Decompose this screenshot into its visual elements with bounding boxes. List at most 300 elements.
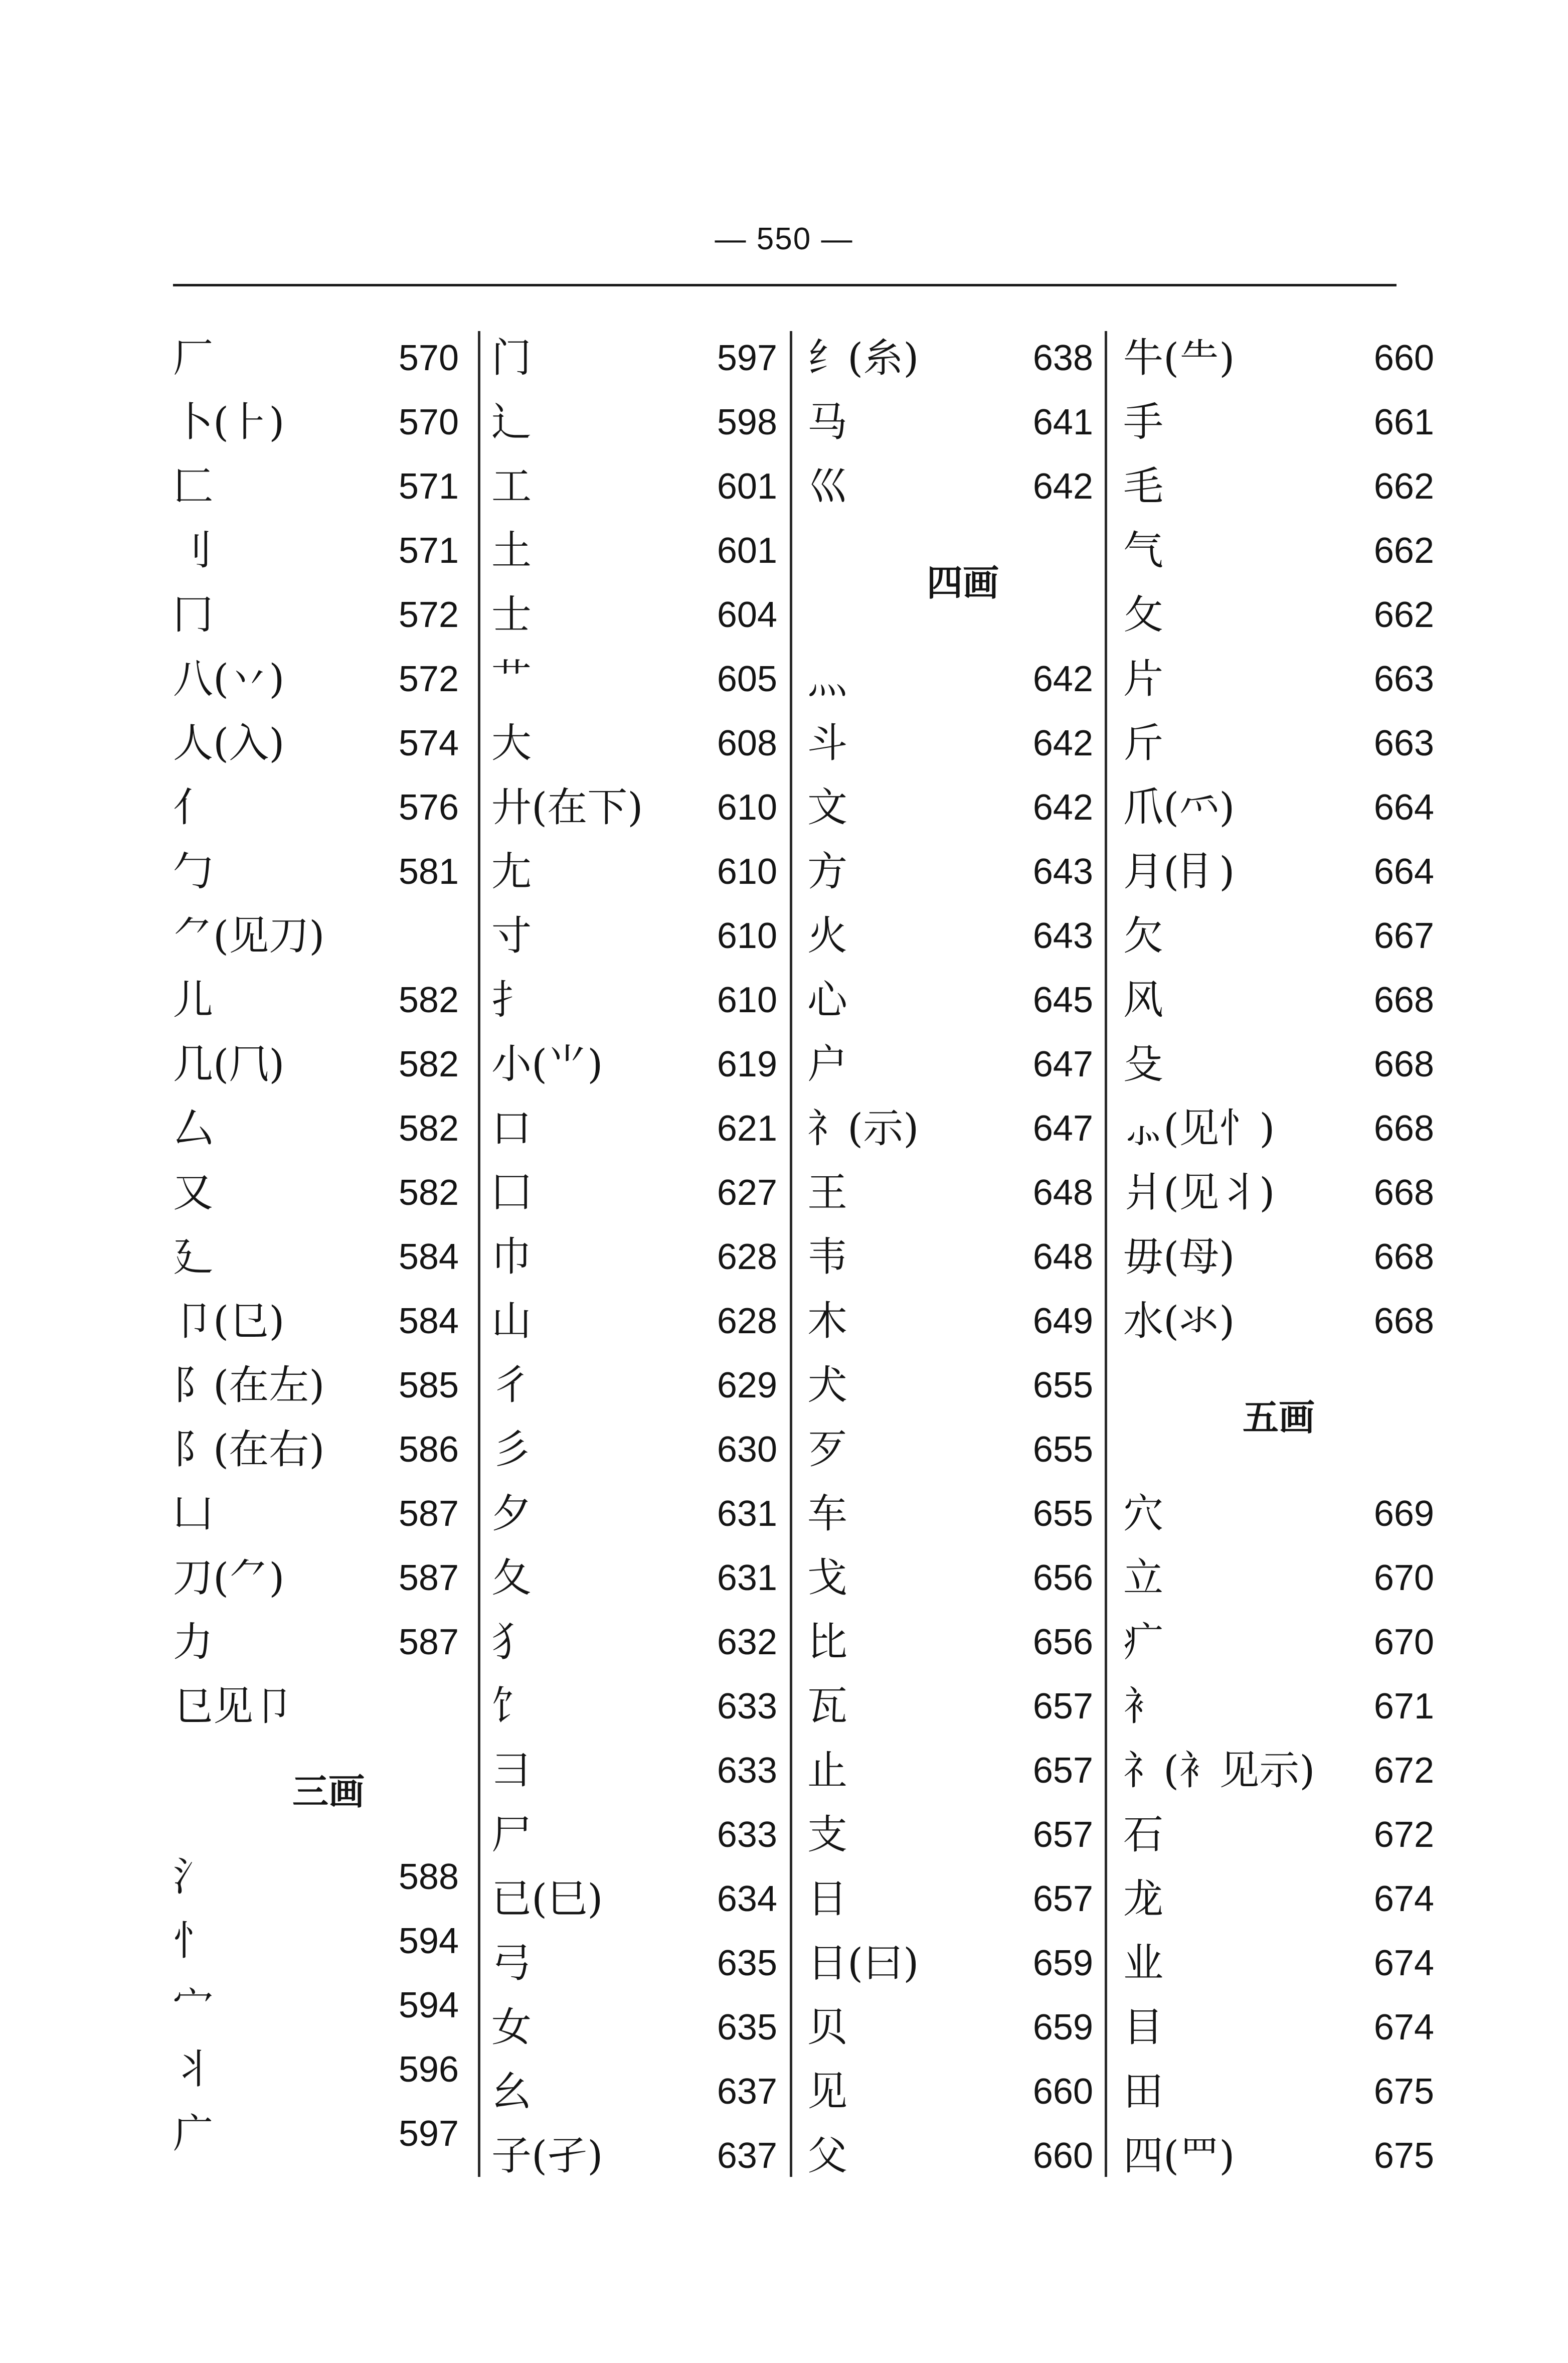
index-entry: [1123, 1867, 1434, 1931]
page-reference: 660: [1032, 2136, 1093, 2176]
index-entry: [1123, 904, 1434, 968]
radical-label: 犭: [491, 1619, 532, 1665]
page-reference: 582: [398, 1109, 459, 1149]
index-entry: [807, 326, 1118, 390]
index-entry: [1123, 1289, 1434, 1353]
radical-label: 日(曰): [807, 1940, 919, 1986]
index-entry: [491, 1482, 802, 1546]
index-entry: [173, 1161, 484, 1225]
page-reference: 662: [1373, 466, 1434, 507]
index-entry: [491, 454, 802, 519]
radical-label: 片: [1123, 656, 1163, 702]
radical-label: 忄: [173, 1918, 213, 1964]
index-entry: [173, 1417, 484, 1482]
page-reference: 585: [398, 1365, 459, 1405]
radical-label: 厂: [173, 335, 213, 381]
radical-label: 彐: [491, 1747, 532, 1794]
radical-label: 石: [1123, 1811, 1163, 1858]
radical-label: 比: [807, 1619, 847, 1665]
radical-label: 丬: [173, 2046, 213, 2093]
index-entry: [1123, 1995, 1434, 2060]
radical-label: 彡: [491, 1426, 532, 1473]
index-entry: [807, 840, 1118, 904]
radical-label: 巛: [807, 463, 847, 510]
radical-label: 廾(在下): [491, 784, 643, 831]
page-reference: 584: [398, 1301, 459, 1341]
page-reference: 571: [398, 466, 459, 507]
index-entry: [491, 775, 802, 840]
index-entry: [807, 1674, 1118, 1739]
index-entry: [491, 1674, 802, 1739]
radical-label: 穴: [1123, 1490, 1163, 1537]
radical-label: 弓: [491, 1940, 532, 1986]
page-reference: 642: [1032, 723, 1093, 763]
index-entry: [807, 1739, 1118, 1803]
radical-label: 爿(见丬): [1123, 1169, 1275, 1216]
stroke-count-heading: 三画: [292, 1771, 365, 1813]
radical-label: 匚: [173, 463, 213, 510]
page-reference: 627: [717, 1173, 777, 1213]
radical-label: 厶: [173, 1105, 213, 1152]
index-entry: [807, 2060, 1118, 2124]
index-entry: [807, 647, 1118, 711]
index-entry: [491, 1096, 802, 1161]
index-entry: [491, 1546, 802, 1610]
radical-label: 凵: [173, 1490, 213, 1537]
radical-label: 牛(⺧): [1123, 335, 1235, 381]
page-reference: 633: [717, 1815, 777, 1855]
radical-label: 攵: [1123, 591, 1163, 638]
page-reference: 668: [1373, 1109, 1434, 1149]
index-entry: [1123, 390, 1434, 454]
page-reference: 635: [717, 1943, 777, 1983]
index-entry: [491, 1610, 802, 1674]
index-entry: [491, 1225, 802, 1289]
index-column-3: [807, 326, 1118, 2188]
page-reference: 572: [398, 595, 459, 635]
page-reference: 675: [1373, 2072, 1434, 2112]
radical-label: 爪(⺤): [1123, 784, 1235, 831]
index-entry: [1123, 1096, 1434, 1161]
page-reference: 635: [717, 2007, 777, 2047]
page-reference: 610: [717, 916, 777, 956]
page-reference: 604: [717, 595, 777, 635]
radical-label: 斤: [1123, 720, 1163, 766]
page-reference: 643: [1032, 852, 1093, 892]
index-entry: [1123, 968, 1434, 1032]
radical-label: 卩(㔾): [173, 1298, 285, 1344]
page-reference: 629: [717, 1365, 777, 1405]
page-reference: 659: [1032, 2007, 1093, 2047]
radical-label: 水(氺): [1123, 1298, 1235, 1344]
index-column-2: [491, 326, 802, 2188]
radical-label: 阝(在右): [173, 1426, 325, 1473]
radical-label: 艹: [491, 656, 532, 702]
page-reference: 656: [1032, 1622, 1093, 1662]
radical-label: 又: [173, 1169, 213, 1216]
radical-label: 业: [1123, 1940, 1163, 1986]
page-reference: 601: [717, 531, 777, 571]
radical-label: 刀(⺈): [173, 1554, 285, 1601]
page-reference: 587: [398, 1558, 459, 1598]
radical-label: 韦: [807, 1233, 847, 1280]
page-reference: 643: [1032, 916, 1093, 956]
header-rule: [173, 284, 1397, 286]
page-reference: 655: [1032, 1430, 1093, 1470]
page-reference: 670: [1373, 1558, 1434, 1598]
radical-label: 土: [491, 527, 532, 574]
index-entry: [807, 711, 1118, 775]
index-entry: [807, 968, 1118, 1032]
radical-label: 氵: [173, 1853, 213, 1900]
page-reference: 663: [1373, 723, 1434, 763]
radical-label: 小(⺌): [491, 1041, 603, 1087]
page-reference: 674: [1373, 1879, 1434, 1919]
page-reference: 647: [1032, 1109, 1093, 1149]
radical-label: 幺: [491, 2068, 532, 2115]
page-reference: 672: [1373, 1751, 1434, 1791]
index-column-4: [1123, 326, 1434, 2188]
page-reference: 597: [398, 2114, 459, 2154]
radical-label: 已(巳): [491, 1875, 603, 1922]
page-reference: 619: [717, 1044, 777, 1084]
index-entry: [807, 1225, 1118, 1289]
radical-label: 犬: [807, 1362, 847, 1408]
page-reference: 669: [1373, 1494, 1434, 1534]
page-reference: 633: [717, 1686, 777, 1726]
page-reference: 597: [717, 338, 777, 378]
radical-label: 勹: [173, 848, 213, 895]
page-reference: 605: [717, 659, 777, 699]
index-entry: [807, 1482, 1118, 1546]
page-reference: 642: [1032, 659, 1093, 699]
index-entry: [491, 968, 802, 1032]
page-reference: 576: [398, 787, 459, 828]
stroke-count-heading: 五画: [1242, 1396, 1315, 1439]
index-entry: [173, 968, 484, 1032]
page-reference: 631: [717, 1558, 777, 1598]
radical-label: 尢: [491, 848, 532, 895]
page-reference: 610: [717, 787, 777, 828]
index-entry: [807, 1417, 1118, 1482]
radical-label: 力: [173, 1619, 213, 1665]
index-entry: [173, 1482, 484, 1546]
index-entry: [173, 2037, 484, 2102]
radical-label: 心: [807, 977, 847, 1023]
index-entry: [173, 454, 484, 519]
page-reference: 582: [398, 1173, 459, 1213]
page-reference: 587: [398, 1494, 459, 1534]
page-reference: 642: [1032, 466, 1093, 507]
page-reference: 641: [1032, 402, 1093, 442]
page-reference: 631: [717, 1494, 777, 1534]
page-reference: 637: [717, 2072, 777, 2112]
page-reference: 572: [398, 659, 459, 699]
index-entry: [807, 2124, 1118, 2188]
index-entry: [807, 775, 1118, 840]
page-reference: 656: [1032, 1558, 1093, 1598]
page-reference: 668: [1373, 1237, 1434, 1277]
index-entry: [491, 583, 802, 647]
index-entry: [1123, 1610, 1434, 1674]
radical-label: 木: [807, 1298, 847, 1344]
index-entry: [491, 390, 802, 454]
page-reference: 664: [1373, 787, 1434, 828]
index-entry: [491, 1353, 802, 1417]
page-reference: 660: [1032, 2072, 1093, 2112]
radical-label: 礻(示): [807, 1105, 919, 1152]
page-reference: 672: [1373, 1815, 1434, 1855]
page-reference: 668: [1373, 980, 1434, 1020]
index-entry: [1123, 1931, 1434, 1995]
radical-label: 寸: [491, 912, 532, 959]
page-reference: 655: [1032, 1494, 1093, 1534]
page-reference: 661: [1373, 402, 1434, 442]
page-reference: 634: [717, 1879, 777, 1919]
page-reference: 657: [1032, 1751, 1093, 1791]
radical-label: 马: [807, 399, 847, 445]
index-entry: [1123, 647, 1434, 711]
index-entry: [1123, 454, 1434, 519]
index-entry: [1123, 326, 1434, 390]
page-reference: 637: [717, 2136, 777, 2176]
radical-label: 衤: [1123, 1683, 1163, 1729]
page-reference: 628: [717, 1237, 777, 1277]
index-entry: [1123, 1803, 1434, 1867]
index-entry: [173, 1909, 484, 1973]
index-entry: [1123, 1739, 1434, 1803]
page-reference: 571: [398, 531, 459, 571]
page-reference: 657: [1032, 1686, 1093, 1726]
index-entry: [173, 326, 484, 390]
radical-label: 手: [1123, 399, 1163, 445]
radical-label: 人(入): [173, 720, 285, 766]
radical-label: 门: [491, 335, 532, 381]
index-entry: [491, 1995, 802, 2060]
page-reference: 596: [398, 2050, 459, 2090]
index-entry: [491, 904, 802, 968]
page-reference: 645: [1032, 980, 1093, 1020]
index-entry: [1123, 711, 1434, 775]
radical-label: 山: [491, 1298, 532, 1344]
index-entry: [491, 1931, 802, 1995]
radical-label: 子(孑): [491, 2132, 603, 2179]
radical-label: 灬: [807, 656, 847, 702]
page-reference: 674: [1373, 1943, 1434, 1983]
radical-label: 卜(⺊): [173, 399, 285, 445]
radical-label: 火: [807, 912, 847, 959]
page-reference: 570: [398, 402, 459, 442]
page-reference: 582: [398, 1044, 459, 1084]
page-reference: 668: [1373, 1173, 1434, 1213]
index-entry: [173, 2102, 484, 2166]
page-reference: 662: [1373, 595, 1434, 635]
page-reference: 663: [1373, 659, 1434, 699]
radical-label: 阝(在左): [173, 1362, 325, 1408]
index-entry: [491, 1417, 802, 1482]
index-entry: [1123, 1225, 1434, 1289]
radical-label: 户: [807, 1041, 847, 1087]
page-reference: 668: [1373, 1044, 1434, 1084]
index-entry: [491, 2124, 802, 2188]
index-entry: [173, 1973, 484, 2037]
index-entry: [173, 775, 484, 840]
radical-label: 文: [807, 784, 847, 831]
index-entry: [173, 1546, 484, 1610]
radical-label: 刂: [173, 527, 213, 574]
index-entry: [173, 1845, 484, 1909]
index-entry: [807, 1931, 1118, 1995]
radical-label: 毋(母): [1123, 1233, 1235, 1280]
index-column-1: [173, 326, 484, 2166]
page-reference: 584: [398, 1237, 459, 1277]
index-entry: [807, 1803, 1118, 1867]
page-reference: 574: [398, 723, 459, 763]
index-entry: [1123, 583, 1434, 647]
index-entry: [807, 1096, 1118, 1161]
page-reference: 594: [398, 1921, 459, 1961]
page-reference: 588: [398, 1857, 459, 1897]
page-reference: 657: [1032, 1815, 1093, 1855]
radical-label: 父: [807, 2132, 847, 2179]
index-entry: [1123, 1161, 1434, 1225]
radical-label: 廴: [173, 1233, 213, 1280]
radical-label: 士: [491, 591, 532, 638]
index-entry: [491, 326, 802, 390]
index-entry: [491, 711, 802, 775]
radical-label: 夕: [491, 1490, 532, 1537]
page-reference: 671: [1373, 1686, 1434, 1726]
radical-label: 王: [807, 1169, 847, 1216]
index-entry: [173, 1289, 484, 1353]
index-entry: [491, 840, 802, 904]
page-reference: 638: [1032, 338, 1093, 378]
radical-label: 方: [807, 848, 847, 895]
index-entry: [173, 711, 484, 775]
page-number: — 550 —: [715, 222, 853, 256]
index-entry: [173, 1674, 484, 1739]
index-entry: [173, 1353, 484, 1417]
index-entry: [173, 1096, 484, 1161]
page-reference: 594: [398, 1985, 459, 2025]
radical-label: 立: [1123, 1554, 1163, 1601]
page-reference: 582: [398, 980, 459, 1020]
page-reference: 642: [1032, 787, 1093, 828]
index-entry: [1123, 1674, 1434, 1739]
radical-label: 巾: [491, 1233, 532, 1280]
index-entry: [491, 1867, 802, 1931]
page-reference: 648: [1032, 1173, 1093, 1213]
radical-label: 疒: [1123, 1619, 1163, 1665]
radical-label: 毛: [1123, 463, 1163, 510]
page-reference: 662: [1373, 531, 1434, 571]
page-reference: 587: [398, 1622, 459, 1662]
radical-label: 日: [807, 1875, 847, 1922]
page-reference: 586: [398, 1430, 459, 1470]
radical-label: 辶: [491, 399, 532, 445]
radical-label: 纟(糸): [807, 335, 919, 381]
index-entry: [173, 390, 484, 454]
page-reference: 675: [1373, 2136, 1434, 2176]
radical-label: 工: [491, 463, 532, 510]
page-reference: 649: [1032, 1301, 1093, 1341]
index-entry: [491, 1161, 802, 1225]
radical-label: 扌: [491, 977, 532, 1023]
index-entry: [807, 1610, 1118, 1674]
page-reference: 601: [717, 466, 777, 507]
radical-label: 儿: [173, 977, 213, 1023]
radical-label: 亻: [173, 784, 213, 831]
index-entry: [1123, 2060, 1434, 2124]
index-entry: [491, 1032, 802, 1096]
radical-label: ⺈(见刀): [173, 912, 325, 959]
page-reference: 670: [1373, 1622, 1434, 1662]
radical-label: 女: [491, 2004, 532, 2051]
index-entry: [1123, 1546, 1434, 1610]
index-entry: [491, 2060, 802, 2124]
radical-label: 月(⺝): [1123, 848, 1235, 895]
index-entry: [173, 1032, 484, 1096]
page-reference: 655: [1032, 1365, 1093, 1405]
index-entry: [173, 840, 484, 904]
radical-label: ⺗(见忄): [1123, 1105, 1275, 1152]
radical-label: 戈: [807, 1554, 847, 1601]
radical-label: 夂: [491, 1554, 532, 1601]
page-reference: 632: [717, 1622, 777, 1662]
page-reference: 674: [1373, 2007, 1434, 2047]
index-entry: [491, 1803, 802, 1867]
page-reference: 598: [717, 402, 777, 442]
radical-label: 田: [1123, 2068, 1163, 2115]
radical-label: 饣: [491, 1683, 532, 1729]
radical-label: 几(⺇): [173, 1041, 285, 1087]
index-entry: [807, 1032, 1118, 1096]
radical-label: 斗: [807, 720, 847, 766]
radical-label: 气: [1123, 527, 1163, 574]
index-entry: [173, 1225, 484, 1289]
radical-label: 殳: [1123, 1041, 1163, 1087]
radical-label: 囗: [491, 1169, 532, 1216]
page-reference: 630: [717, 1430, 777, 1470]
page-reference: 610: [717, 980, 777, 1020]
page-reference: 657: [1032, 1879, 1093, 1919]
radical-label: 车: [807, 1490, 847, 1537]
radical-label: 贝: [807, 2004, 847, 2051]
index-entry: [1123, 1482, 1434, 1546]
index-entry: [173, 519, 484, 583]
index-entry: [807, 1546, 1118, 1610]
index-entry: [1123, 840, 1434, 904]
index-entry: [807, 1995, 1118, 2060]
radical-label: 歹: [807, 1426, 847, 1473]
index-entry: [173, 583, 484, 647]
index-entry: [1123, 519, 1434, 583]
radical-label: 礻(衤见示): [1123, 1747, 1315, 1794]
page-reference: 621: [717, 1109, 777, 1149]
page-reference: 659: [1032, 1943, 1093, 1983]
index-entry: [491, 519, 802, 583]
radical-label: 㔾见卩: [173, 1683, 293, 1729]
radical-label: 口: [491, 1105, 532, 1152]
index-entry: [807, 1289, 1118, 1353]
page-reference: 581: [398, 852, 459, 892]
radical-label: 彳: [491, 1362, 532, 1408]
page-reference: 570: [398, 338, 459, 378]
radical-label: 四(罒): [1123, 2132, 1235, 2179]
page-reference: 660: [1373, 338, 1434, 378]
index-entry: [807, 904, 1118, 968]
page-reference: 664: [1373, 852, 1434, 892]
